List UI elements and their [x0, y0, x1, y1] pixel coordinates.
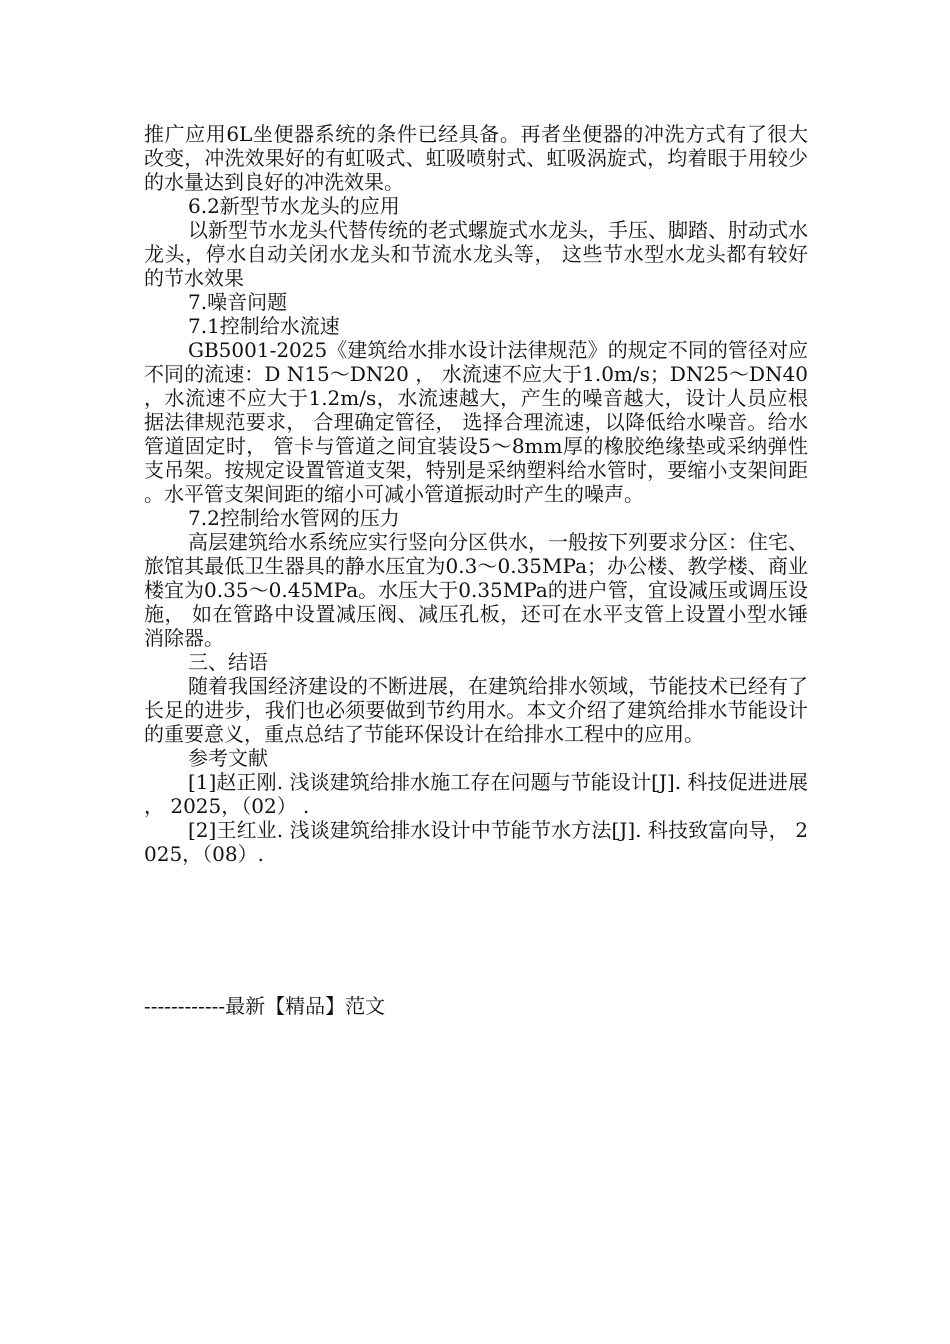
reference-item-2: [2]王红业. 浅谈建筑给排水设计中节能节水方法[J]. 科技致富向导， 2025，（08）. — [144, 818, 808, 866]
heading-6-2: 6.2新型节水龙头的应用 — [188, 194, 400, 218]
paragraph-flow-rate: GB5001-2025《建筑给水排水设计法律规范》的规定不同的管径对应不同的流速：D N15～DN20 ， 水流速不应大于1.0m/s；DN25～DN40，水流速不应大于1.2m/s，水流速越大，产生的噪音越大，设计人员应根据法律规范要求， 合理确定管径， 选择合理流速，以降低给水噪音。给水管道固定时， 管卡与管道之间宜装设5～8mm厚的橡胶绝缘垫或采纳弹性支吊架。按规定设置管道支架，特别是采纳塑料给水管时，要缩小支架间距。水平管支架间距的缩小可减小管道振动时产生的噪声。 — [144, 338, 808, 506]
heading-conclusion: 三、结语 — [188, 650, 268, 674]
paragraph-conclusion: 随着我国经济建设的不断进展，在建筑给排水领域，节能技术已经有了长足的进步，我们也必须要做到节约用水。本文介绍了建筑给排水节能设计的重要意义，重点总结了节能环保设计在给排水工程中的应用。 — [144, 674, 808, 746]
heading-7-1: 7.1控制给水流速 — [188, 314, 340, 338]
document-body — [144, 122, 808, 866]
heading-7: 7.噪音问题 — [188, 290, 288, 314]
paragraph-faucet: 以新型节水龙头代替传统的老式螺旋式水龙头，手压、脚踏、肘动式水龙头，停水自动关闭水龙头和节流水龙头等， 这些节水型水龙头都有较好的节水效果 — [144, 218, 808, 290]
reference-item-1: [1]赵正刚. 浅谈建筑给排水施工存在问题与节能设计[J]. 科技促进进展， 2025，（02） . — [144, 770, 808, 818]
paragraph-pressure: 高层建筑给水系统应实行竖向分区供水，一般按下列要求分区：住宅、旅馆其最低卫生器具的静水压宜为0.3～0.35MPa；办公楼、教学楼、商业楼宜为0.35～0.45MPa。水压大于0.35MPa的进户管，宜设减压或调压设施， 如在管路中设置减压阀、减压孔板，还可在水平支管上设置小型水锤消除器。 — [144, 530, 808, 650]
heading-references: 参考文献 — [188, 746, 268, 770]
footer-label: ------------最新【精品】范文 — [144, 994, 386, 1018]
heading-7-2: 7.2控制给水管网的压力 — [188, 506, 400, 530]
paragraph-toilet-flush: 推广应用6L坐便器系统的条件已经具备。再者坐便器的冲洗方式有了很大改变，冲洗效果好的有虹吸式、虹吸喷射式、虹吸涡旋式，均着眼于用较少的水量达到良好的冲洗效果。 — [144, 122, 808, 194]
